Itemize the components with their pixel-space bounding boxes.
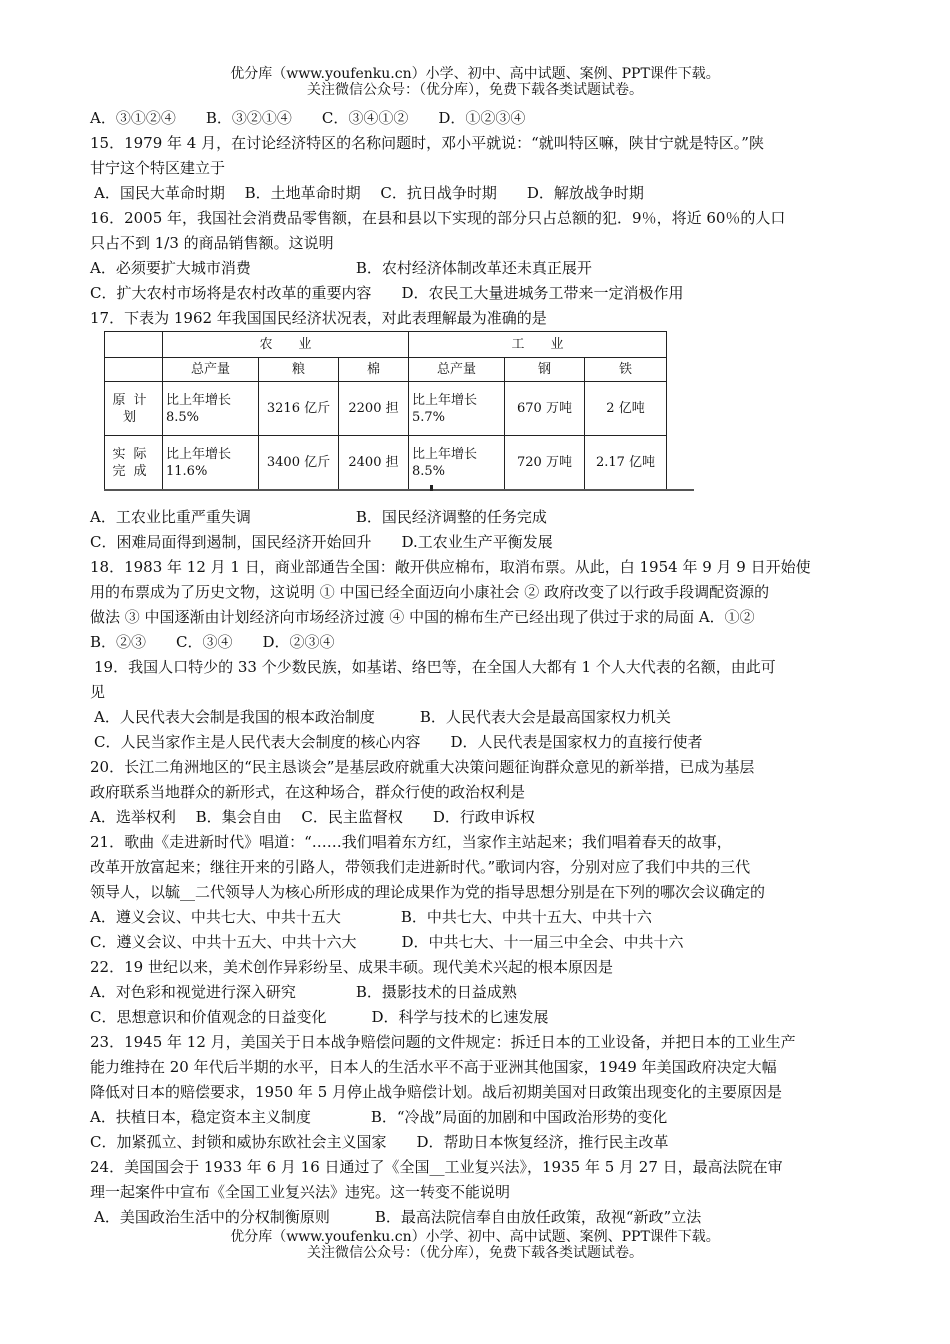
q23-stem-1: 23．1945 年 12 月，美国关于日本战争赔偿问题的文件规定：拆迁日本的工业设备，并把日本的工业生产 — [90, 1033, 796, 1051]
col-header: 棉 — [339, 358, 409, 382]
q23-stem-3: 降低对日本的赔偿要求，1950 年 5 月停止战争赔偿计划。战后初期美国对日政策出现变化的主要原因是 — [90, 1083, 783, 1101]
ind-group-header: 工 业 — [409, 332, 667, 358]
table-cell: 比上年增长 8.5% — [409, 436, 505, 490]
table-row — [105, 382, 667, 436]
q23-options-ab: A．扶植日本，稳定资本主义制度 B．“冷战”局面的加剧和中国政治形势的变化 — [90, 1108, 668, 1126]
table-cell: 2200 担 — [339, 382, 409, 436]
q23-options-cd: C．加紧孤立、封锁和威协东欧社会主义国家 D．帮助日本恢复经济，推行民主改革 — [90, 1133, 669, 1151]
table-cell: 2.17 亿吨 — [585, 436, 667, 490]
q18-stem-2: 用的布票成为了历史文物，这说明 ① 中国已经全面迈向小康社会 ② 政府改变了以行政手段调配资源的 — [90, 583, 770, 601]
agri-group-header: 农 业 — [163, 332, 409, 358]
q24-stem-1: 24．美国国会于 1933 年 6 月 16 日通过了《全国__工业复兴法》，1935 年 5 月 27 日，最高法院在审 — [90, 1158, 783, 1176]
q20-stem-2: 政府联系当地群众的新形式，在这种场合，群众行使的政治权利是 — [90, 783, 526, 801]
q18-options: B．②③ C．③④ D．②③④ — [90, 633, 335, 651]
footer-line-2: 关注微信公众号：（优分库），免费下载各类试题试卷。 — [307, 1245, 643, 1261]
header-line-1: 优分库（www.youfenku.cn）小学、初中、高中试题、案例、PPT课件下载。 — [230, 66, 720, 82]
q22-options-cd: C．思想意识和价值观念的日益变化 D．科学与技术的匕速发展 — [90, 1008, 549, 1026]
table-cell: 比上年增长 5.7% — [409, 382, 505, 436]
q21-stem-3: 领导人，以毓__二代领导人为核心所形成的理论成果作为党的指导思想分别是在下列的哪次会议确定的 — [90, 883, 766, 901]
table-cell: 3400 亿斤 — [259, 436, 339, 490]
header-line-2: 关注微信公众号：（优分库），免费下载各类试题试卷。 — [307, 82, 643, 98]
q24-options-ab: A．美国政治生活中的分权制衡原则 B．最高法院信奉自由放任政策，敌视“新政”立法 — [94, 1208, 702, 1226]
col-header: 钢 — [505, 358, 585, 382]
q21-stem-1: 21．歌曲《走进新时代》唱道：“……我们唱着东方红，当家作主站起来；我们唱着春天的故事， — [90, 833, 732, 851]
table-corner-2 — [105, 358, 163, 382]
table-bottom-rule — [104, 489, 694, 495]
q22-options-ab: A．对色彩和视觉进行深入研究 B．摄影技术的日益成熟 — [90, 983, 517, 1001]
col-header: 总产量 — [409, 358, 505, 382]
q15-stem-1: 15．1979 年 4 月，在讨论经济特区的名称问题时，邓小平就说：“就叫特区嘛，陕甘宁就是特区。”陕 — [90, 134, 764, 152]
q16-stem-2: 只占不到 1/3 的商品销售额。这说明 — [90, 234, 334, 252]
q17-stem: 17．下表为 1962 年我国国民经济状况表，对此表理解最为准确的是 — [90, 309, 547, 327]
q18-stem-3: 做法 ③ 中国逐渐由计划经济向市场经济过渡 ④ 中国的棉布生产已经出现了供过于求的局面 A．①② — [90, 608, 755, 626]
q21-stem-2: 改革开放富起来；继往开来的引路人，带领我们走进新时代。”歌词内容，分别对应了我们中共的三代 — [90, 858, 751, 876]
row-label: 原计划 — [105, 382, 163, 436]
table-cell: 3216 亿斤 — [259, 382, 339, 436]
page-footer — [0, 1229, 950, 1261]
table-cell: 670 万吨 — [505, 382, 585, 436]
q17-options-cd: C．困难局面得到遏制，国民经济开始回升 D.工农业生产平衡发展 — [90, 533, 553, 551]
q17-options-ab: A．工农业比重严重失调 B．国民经济调整的任务完成 — [90, 508, 547, 526]
q18-stem-1: 18．1983 年 12 月 1 日，商业部通告全国：敞开供应棉布，取消布票。从此，白 1954 年 9 月 9 日开始使 — [90, 558, 811, 576]
q16-stem-1: 16．2005 年，我国社会消费品零售额，在县和县以下实现的部分只占总额的犯．9％，将近 60％的人口 — [90, 209, 786, 227]
scan-mark — [430, 485, 433, 491]
q14-options: A．③①②④ B．③②①④ C．③④①② D．①②③④ — [90, 109, 526, 127]
table-cell: 比上年增长 11.6% — [163, 436, 259, 490]
table-corner — [105, 332, 163, 358]
q20-options: A．选举权利 B．集会自由 C．民主监督权 D．行政申诉权 — [90, 808, 535, 826]
economy-table — [104, 331, 667, 490]
table-cell: 比上年增长 8.5% — [163, 382, 259, 436]
table-row — [105, 436, 667, 490]
q21-options-ab: A．遵义会议、中共七大、中共十五大 B．中共七大、中共十五大、中共十六 — [90, 908, 652, 926]
q19-options-cd: C．人民当家作主是人民代表大会制度的核心内容 D．人民代表是国家权力的直接行使者 — [94, 733, 703, 751]
page-header — [0, 66, 950, 98]
table-cell: 720 万吨 — [505, 436, 585, 490]
row-label: 实际完成 — [105, 436, 163, 490]
q19-stem-2: 见 — [90, 683, 106, 701]
footer-line-1: 优分库（www.youfenku.cn）小学、初中、高中试题、案例、PPT课件下载。 — [230, 1229, 720, 1245]
q15-stem-2: 甘宁这个特区建立于 — [90, 159, 226, 177]
col-header: 粮 — [259, 358, 339, 382]
table-cell: 2400 担 — [339, 436, 409, 490]
q20-stem-1: 20．长江二角洲地区的“民主恳谈会”是基层政府就重大决策问题征询群众意见的新举措，已成为基层 — [90, 758, 755, 776]
col-header: 总产量 — [163, 358, 259, 382]
col-header: 铁 — [585, 358, 667, 382]
q15-options: A．国民大革命时期 B．土地革命时期 C．抗日战争时期 D．解放战争时期 — [94, 184, 644, 202]
q19-stem-1: 19．我国人口特少的 33 个少数民族，如基诺、络巴等，在全国人大都有 1 个人大代表的名额，由此可 — [94, 658, 776, 676]
q16-options-ab: A．必须要扩大城市消费 B．农村经济体制改革还未真正展开 — [90, 259, 592, 277]
table-cell: 2 亿吨 — [585, 382, 667, 436]
q22-stem: 22．19 世纪以来，美术创作异彩纷呈、成果丰硕。现代美术兴起的根本原因是 — [90, 958, 613, 976]
q16-options-cd: C．扩大农村市场将是农村改革的重要内容 D．农民工大量进城务工带来一定消极作用 — [90, 284, 684, 302]
q23-stem-2: 能力维持在 20 年代后半期的水平，日本人的生活水平不高于亚洲其他国家，1949 年美国政府决定大幅 — [90, 1058, 777, 1076]
q19-options-ab: A．人民代表大会制是我国的根本政治制度 B．人民代表大会是最高国家权力机关 — [94, 708, 671, 726]
q21-options-cd: C．遵义会议、中共十五大、中共十六大 D．中共七大、十一届三中全会、中共十六 — [90, 933, 684, 951]
q24-stem-2: 理一起案件中宣布《全国工业复兴法》违宪。这一转变不能说明 — [90, 1183, 511, 1201]
